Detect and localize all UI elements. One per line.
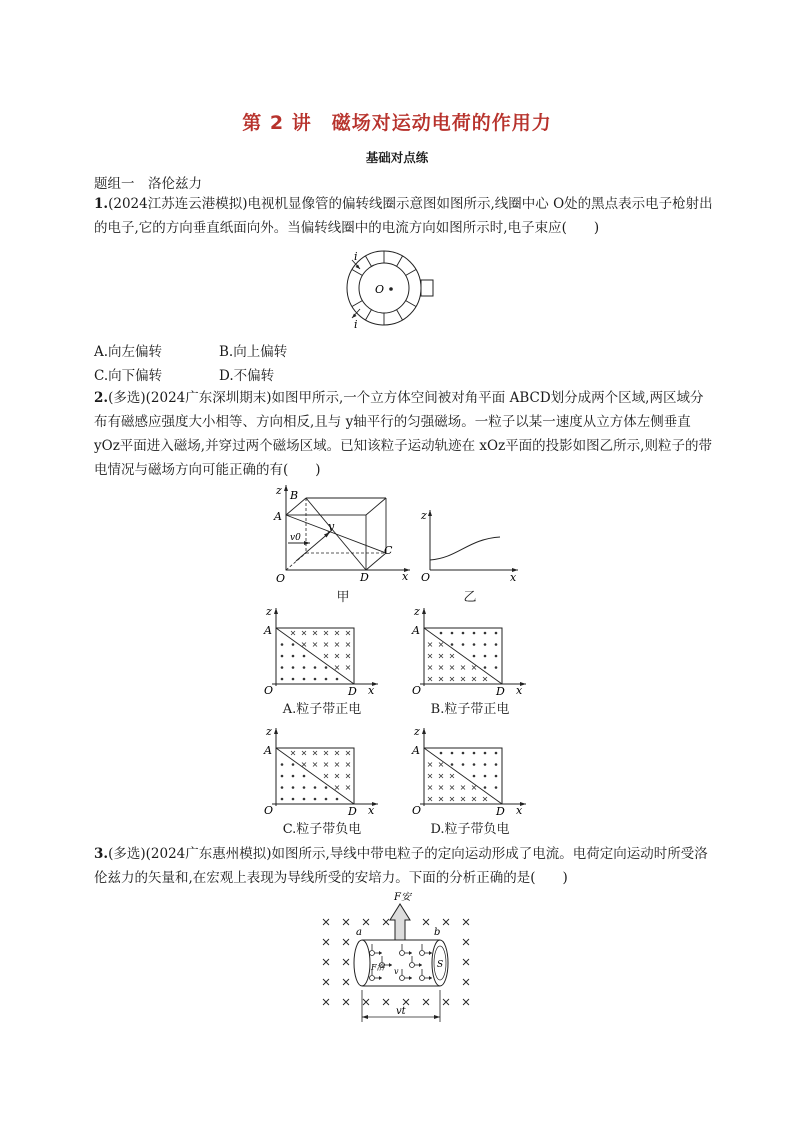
yi-origin: O [421,571,431,584]
field-cross [403,999,409,1005]
field-cross [423,999,429,1005]
axis-x: x [516,684,523,696]
field-cross [423,919,429,925]
velocity-label: v0 [290,533,301,543]
current-label-top: i [354,250,358,263]
q1-option-a: A.向左偏转 [94,344,163,360]
charge [400,951,405,956]
caption-jia: 甲 [336,590,350,605]
yi-axis-z: z [421,509,427,522]
question-3-number: 3. [94,846,109,862]
axis-x: x [402,570,409,583]
option-d-figure [410,724,530,816]
caption-yi: 乙 [463,590,477,605]
question-2-number: 2. [94,390,109,406]
point-d: D [360,571,369,584]
charge [420,951,425,956]
axis-z: z [414,605,420,618]
point-c: C [384,544,393,557]
field-cross [363,919,369,925]
question-1-text: (2024江苏连云港模拟)电视机显像管的偏转线圈示意图如图所示,线圈中心 O处的黑点表示电子枪射出的电子,它的方向垂直纸面向外。当偏转线圈中的电流方向如图所示时,电子束应( ) [94,196,713,236]
deflection-coil-figure [340,248,450,330]
axis-x: x [516,804,523,816]
ampere-force-label: F安 [394,892,411,903]
axis-z: z [414,725,420,738]
field-cross [463,959,469,965]
question-2-text: (多选)(2024广东深圳期末)如图甲所示,一个立方体空间被对角平面 ABCD划分成两个区域,两区域分布有磁感应强度大小相等、方向相反,且与 y轴平行的匀强磁场。一粒子以某一速度从立方体左侧垂直 yOz平面进入磁场,并穿过两个磁场区域。已知该粒子运动轨迹在 xOz平面的投影如图乙所示,则粒子的带电情况与磁场方向可能正确的有( ) [94,390,712,478]
question-2 [94,386,714,482]
field-cross [383,999,389,1005]
section-title: 基础对点练 [365,150,429,165]
field-cross [463,999,469,1005]
axis-z: z [266,725,272,738]
lorentz-force-label: F洛 [371,963,385,972]
field-cross [463,979,469,985]
point-a: A [264,744,272,757]
point-d: D [348,805,357,816]
field-cross [343,999,349,1005]
charge [370,976,375,981]
field-cross [463,939,469,945]
point-a: A [412,624,420,637]
field-cross [343,919,349,925]
field-cross [323,999,329,1005]
point-a: A [274,510,282,523]
point-d: D [496,805,505,816]
origin-label: O [264,684,274,696]
wire-in-field-figure [316,890,486,1025]
length-label: vt [396,1006,406,1017]
origin-label: O [264,804,274,816]
q1-option-d: D.不偏转 [219,368,275,384]
field-cross [343,959,349,965]
q2-option-a: A.粒子带正电 [282,702,362,717]
axis-z: z [266,605,272,618]
charge [410,963,415,968]
point-a: A [264,624,272,637]
point-b: B [290,489,299,502]
field-cross [343,979,349,985]
charge [370,951,375,956]
current-label-bottom: i [354,318,358,330]
point-d: D [348,685,357,696]
q2-option-d: D.粒子带负电 [430,822,510,837]
q1-option-c: C.向下偏转 [94,368,163,384]
field-cross [323,979,329,985]
trajectory-figure-yi [418,505,523,585]
axis-x: x [368,804,375,816]
electron-dot [389,287,393,291]
q2-option-b: B.粒子带正电 [430,702,510,717]
question-1-number: 1. [94,196,109,212]
point-d: D [496,685,505,696]
center-label: O [375,283,385,296]
option-c-figure [262,724,382,816]
end-label-b: b [434,927,441,938]
cube-figure-jia [270,480,415,585]
field-cross [383,919,389,925]
origin-label: O [412,684,422,696]
option-a-figure [262,604,382,696]
end-label-a: a [356,927,362,938]
question-3 [94,842,714,890]
field-cross [323,919,329,925]
velocity-label-v: v [394,967,399,976]
yi-axis-x: x [510,571,517,584]
charge [420,976,425,981]
field-cross [443,919,449,925]
axis-z: z [276,484,282,497]
field-cross [363,999,369,1005]
question-3-text: (多选)(2024广东惠州模拟)如图所示,导线中带电粒子的定向运动形成了电流。电荷定向运动时所受洛伦兹力的矢量和,在宏观上表现为导线所受的安培力。下面的分析正确的是( ) [94,846,708,886]
field-cross [343,939,349,945]
field-cross [323,959,329,965]
page-title: 第 2 讲 磁场对运动电荷的作用力 [242,112,552,134]
origin-label: O [412,804,422,816]
axis-x: x [368,684,375,696]
charge [400,976,405,981]
point-a: A [412,744,420,757]
axis-y: y [328,520,335,533]
cross-section-label: S [437,960,444,970]
question-1 [94,192,714,240]
field-cross [323,939,329,945]
field-cross [463,919,469,925]
field-cross [443,999,449,1005]
topic-group-heading: 题组一 洛伦兹力 [94,176,202,192]
origin-label: O [276,572,286,585]
option-b-figure [410,604,530,696]
q2-option-c: C.粒子带负电 [282,822,362,837]
q1-option-b: B.向上偏转 [219,344,288,360]
